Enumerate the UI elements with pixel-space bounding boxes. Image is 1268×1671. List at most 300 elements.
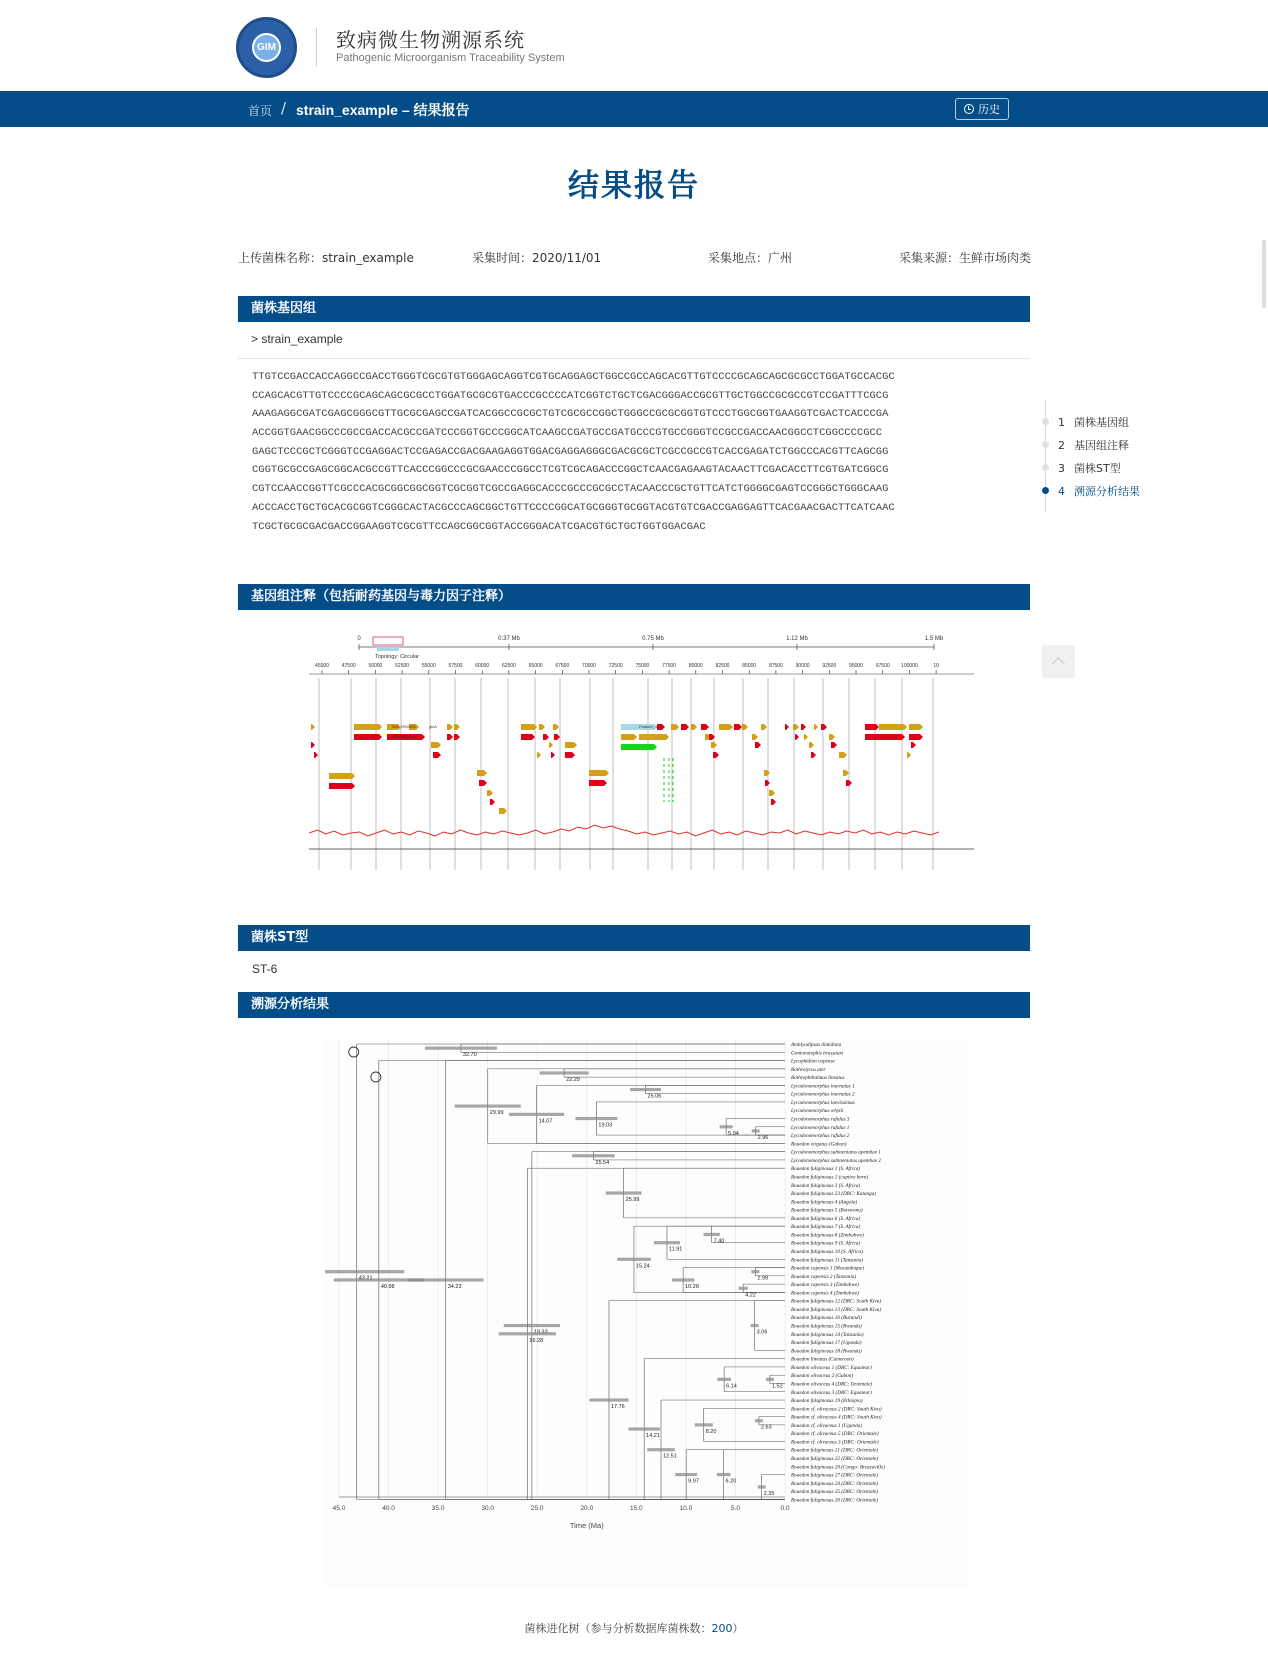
gene-feature-arrow [681,724,689,730]
node-hpd-bar [766,1378,774,1381]
gene-feature-arrow [671,724,679,730]
taxon-label: Boaedon cf. olivaceus 2 (DRC: South Kivu) [791,1406,882,1413]
sequence-line: TTGTCCGACCACCAGGCCGACCTGGGTCGCGTGTGGGAGCAGGTCGTGCAGGAGCTGGCCGCCAGCACGTTGTCCCCGCAGCAGCGCGCCTGGATGCCACGC [252,371,895,383]
gene-feature-arrow [795,734,799,740]
gene-feature-arrow [831,742,837,748]
clock-icon [964,104,974,114]
feature-label: WG_RS0030 [392,734,416,739]
side-nav-label: 菌株ST型 [1074,462,1121,475]
side-nav-item-2[interactable] [1058,437,1129,453]
gene-feature-arrow [431,742,441,748]
node-age-label: 25.54 [595,1159,610,1166]
gene-feature-arrow [621,734,637,740]
node-hpd-bar [408,1278,483,1281]
ruler-tick-label: 57500 [448,663,463,669]
node-hpd-bar [575,1117,617,1120]
ruler-tick-label: 70000 [582,663,596,669]
node-age-label: 9.97 [688,1478,699,1485]
gene-feature-arrow [589,780,607,786]
meta-place-label: 采集地点： [708,251,769,265]
gene-feature-arrow [454,724,460,730]
side-nav-number: 3 [1058,462,1065,475]
gene-feature-arrow [479,780,487,786]
taxon-label: Boaedon capensis 3 (Zimbabwe) [791,1282,859,1289]
scale-label: 0 [357,636,361,642]
site-logo[interactable] [236,17,297,78]
node-hpd-bar [589,1398,628,1401]
gene-feature-arrow [521,734,535,740]
time-axis-tick: 15.0 [630,1505,643,1512]
ruler-tick-label: 92500 [822,663,837,669]
gene-feature-arrow [865,724,879,730]
ruler-tick-label: 52500 [395,663,410,669]
taxon-label: Boaedon fuliginosus 5 (Botswana) [791,1207,863,1214]
meta-strain-value: strain_example [322,251,414,265]
node-hpd-bar [752,1129,760,1132]
logo-emblem: GIM [252,33,281,62]
side-nav-number: 1 [1058,416,1065,429]
gene-feature-arrow [521,724,537,730]
gene-feature-arrow [879,724,907,730]
gene-feature-arrow [539,724,545,730]
gene-feature-arrow [454,734,460,740]
time-axis-tick: 40.0 [382,1505,395,1512]
ruler-tick-label: 55000 [421,663,436,669]
breadcrumb-separator: / [281,99,287,117]
caption-prefix: 菌株进化树（参与分析数据库菌株数： [524,1622,712,1635]
taxon-label: Amblyodipsas dimidiata [791,1042,842,1048]
taxon-label: Boaedon cf. olivaceus 4 (DRC: South Kivu) [791,1414,882,1421]
taxon-label: Boaedon capensis 4 (Zimbabwe) [791,1290,859,1297]
page-scrollbar[interactable] [1262,240,1266,308]
ruler-tick-label: 67500 [555,663,570,669]
gene-feature-arrow [477,770,487,776]
meta-source [899,249,1031,266]
side-nav [1040,400,1160,520]
feature-label: WG_RS0025 [392,724,416,729]
node-age-label: 7.40 [713,1238,725,1245]
gene-feature-arrow [909,724,923,730]
breadcrumb-home-link[interactable]: 首页 [248,104,273,118]
meta-time-value: 2020/11/01 [532,251,602,265]
node-age-label: 2.63 [760,1424,772,1431]
node-hpd-bar [509,1113,564,1116]
node-age-label: 16.28 [529,1337,544,1344]
site-header [0,0,1268,90]
taxon-label: Boaedon fuliginosus 2 (captive born) [791,1174,869,1181]
taxon-label: Boaedon fuliginosus 9 (S. Africa) [791,1240,861,1247]
node-hpd-bar [739,1287,748,1290]
scale-label: 1.5 Mb [924,636,944,642]
gene-feature-arrow [769,790,775,796]
gene-feature-arrow [761,724,767,730]
side-nav-item-1[interactable] [1058,414,1129,430]
ruler-tick-label: 47500 [341,663,356,669]
node-hpd-bar [654,1241,680,1244]
node-age-label: 14.07 [538,1118,553,1125]
side-nav-label: 溯源分析结果 [1074,485,1140,498]
taxon-label: Boaedon fuliginosus 3 (S. Africa) [791,1182,861,1189]
node-age-label: 2.99 [757,1275,769,1282]
time-axis-tick: 30.0 [481,1505,494,1512]
genome-divider [238,358,1030,359]
st-value: ST-6 [252,962,278,976]
gene-feature-arrow [771,799,776,805]
back-to-top-button[interactable] [1042,645,1075,678]
ruler-tick-label: 65000 [528,663,543,669]
ruler-tick-label: 82500 [715,663,730,669]
gene-feature-arrow [755,742,761,748]
node-hpd-bar [504,1324,560,1327]
gene-feature-arrow [565,742,577,748]
ruler-tick-label: 75000 [635,663,650,669]
gene-feature-arrow [814,724,818,730]
sequence-line: AAAGAGGCGATCGAGCGGGCGTTGCGCGAGCCGATCACGGCCGCGCTGTCGCGCCGGCTGGGCCGCGCGGTGTCCCTGGCGGTGAAGGTCGACTCACCCGA [252,408,889,421]
gene-feature-arrow [785,724,789,730]
node-age-label: 40.98 [380,1283,395,1290]
gene-feature-arrow [804,734,808,740]
sequence-line: ACCCACCTGCTGCACGCGGTCGGGCACTACGCCCAGCGGCTGTTCCCCGGCATGCGGGTGCGGTACGTGTCGACCGAGGAGTTCACGAACGACTTCATCAAC [252,501,895,514]
node-age-label: 4.22 [745,1292,756,1299]
site-title: 致病微生物溯源系统 [336,28,525,52]
taxon-label: Boaedon capensis 1 (Mozambique) [791,1265,865,1272]
taxon-label: Boaedon fuliginosus 7 (S. Africa) [791,1224,861,1231]
node-age-label: 6.20 [725,1478,737,1485]
gene-feature-arrow [589,770,609,776]
tree-caption [0,1620,1268,1636]
page-title: 结果报告 [568,168,700,204]
taxon-label: Boaedon fuliginosus 6 (S. Africa) [791,1215,861,1222]
taxon-label: Lycodonomorphus inornatus 1 [791,1083,855,1090]
node-hpd-bar [499,1332,556,1335]
gene-feature-arrow [846,780,852,786]
gene-feature-arrow [639,734,669,740]
node-age-label: 19.03 [598,1122,613,1129]
ruler-tick-label: 10 [933,663,939,669]
node-hpd-bar [755,1419,763,1422]
node-hpd-bar [629,1427,660,1430]
history-button-label: 历史 [978,103,1000,116]
ruler-tick-label: 87500 [768,663,783,669]
node-age-label: 25.06 [647,1093,662,1100]
gene-feature-arrow [447,724,453,730]
gene-feature-arrow [865,734,905,740]
ruler-tick-label: 90000 [795,663,810,669]
taxon-label: Lycodonomorphus rufulus 1 [791,1124,850,1131]
gene-feature-arrow [811,752,816,758]
taxon-label: Boaedon olivaceus 2 (Gabon) [791,1373,854,1380]
node-age-label: 34.23 [447,1283,462,1290]
gene-feature-arrow [621,744,657,750]
side-nav-dot [1042,441,1049,448]
taxon-label: Boaedon fuliginosus 14 (Tanzania) [791,1331,864,1338]
taxon-label: Boaedon olivaceus 1 (DRC: Equateur) [791,1364,872,1371]
side-nav-dot [1042,418,1049,425]
node-age-label: 10.28 [685,1283,699,1290]
node-hpd-bar [695,1423,713,1426]
taxon-label: Boaedon fuliginosus 19 (Ethiopia) [791,1398,863,1405]
caption-count[interactable]: 200 [711,1622,733,1635]
gene-feature-arrow [537,752,541,758]
tree-background [325,1040,970,1588]
gene-feature-arrow [719,724,733,730]
view-window-marker [373,637,403,645]
gene-feature-arrow [701,724,709,730]
taxon-label: Boaedon fuliginosus 1 (S. Africa) [791,1166,861,1173]
taxon-label: Boaedon fuliginosus 13 (DRC: South Kivu) [791,1306,882,1313]
taxon-label: Bothrolycus ater [791,1066,826,1073]
node-age-label: 29.99 [489,1110,504,1117]
time-axis-tick: 5.0 [730,1505,740,1512]
meta-source-value: 生鲜市场肉类 [959,251,1032,265]
node-age-label: 2.96 [757,1134,769,1141]
gene-feature-arrow [801,724,806,730]
side-nav-label: 基因组注释 [1074,439,1129,452]
node-age-label: 14.21 [646,1433,660,1440]
sequence-line: CCAGCACGTTGTCCCCGCAGCAGCGCGCCTGGATGCGCGTGACCCGCCCCATCGGTCTGCTCGACGGGACCGCGTTGCTGGCCGCGCCGTCCGATTTCGCG [252,389,889,402]
genome-annotation-figure [309,630,974,873]
ruler-tick-label: 77500 [662,663,677,669]
node-age-label: 12.51 [663,1453,677,1460]
meta-time [472,249,601,266]
side-nav-dot [1042,464,1049,471]
taxon-label: Lycodonomorphus subtaeniatus upembae 2 [791,1157,881,1164]
taxon-label: Boaedon fuliginosus 27 (DRC: Orientale) [791,1472,879,1479]
view-window-band [377,647,399,651]
genome-sequence [252,368,1030,536]
node-hpd-bar [720,1125,733,1128]
gene-feature-arrow [554,734,560,740]
sequence-line: TCGCTGCGCGACGACCGGAAGGTCGCGTTCCAGCGGCGGTACCGGGACATCGACGTGCTGCTGGTGGACGAC [252,520,706,533]
node-hpd-bar [325,1270,404,1273]
gene-feature-arrow [752,734,758,740]
feature-label: glcA [429,724,437,729]
side-nav-line [1045,400,1046,512]
taxon-label: Boaedon virgatus (Gabon) [791,1141,847,1148]
time-axis-tick: 25.0 [530,1505,544,1512]
node-hpd-bar [455,1105,521,1108]
sequence-line: GAGCTCCCGCTCGGGTCCGAGGACTCCGAGACCGACGAAGAGGTGGACGAGGAGGGCGACGCGCTCGCCGCCGTCACCGAGATCTGGCCCACGTTCAGCGG [252,445,889,458]
taxon-label: Lycophidion capense [791,1058,835,1065]
node-age-label: 5.94 [728,1130,739,1137]
taxon-label: Boaedon fuliginosus 26 (DRC: Orientale) [791,1497,879,1504]
taxon-label: Boaedon cf. olivaceus 1 (Uganda) [791,1422,863,1429]
header-divider [316,28,317,66]
ruler-tick-label: 50000 [368,663,383,669]
ruler-tick-label: 85000 [742,663,757,669]
gene-feature-arrow [821,724,827,730]
side-nav-label: 菌株基因组 [1074,416,1129,429]
ruler-tick-label: 95000 [849,663,863,669]
gene-feature-arrow [354,734,382,740]
sequence-line: CGTCCAACCGGTTCGCCCACGCGGCGGCGGTCGCGGTCGCCGAGGCACCCGCCCGCGCCTACAACCCGCTGTTCATCTGGGGCGAGTCCGGGCTGGGCAAG [252,483,889,496]
ruler-tick-label: 100000 [901,663,918,669]
gene-feature-arrow [829,734,835,740]
gene-feature-arrow [329,783,355,789]
taxon-label: Boaedon olivaceus 3 (DRC: Equateur) [791,1389,872,1396]
taxon-label: Boaedon fuliginosus 22 (DRC: Orientale) [791,1456,879,1462]
taxon-label: Boaedon fuliginosus 8 (Zimbabwe) [791,1232,864,1239]
time-axis-tick: 10.0 [679,1505,693,1512]
time-axis-tick: 35.0 [431,1505,445,1512]
meta-place [708,249,792,266]
taxon-label: Lycodonomorphus laevissimus [791,1099,855,1106]
taxon-label: Boaedon fuliginosus 20 (Congo: Brazzaville) [791,1464,885,1471]
gene-feature-arrow [551,752,555,758]
node-hpd-bar [672,1278,695,1281]
taxon-label: Boaedon fuliginosus 11 (Tanzania) [791,1257,864,1264]
gene-feature-arrow [691,724,697,730]
gene-feature-arrow [499,808,507,814]
side-nav-number: 2 [1058,439,1065,452]
breadcrumb-bar [0,91,1268,127]
node-age-label: 2.35 [763,1490,775,1497]
node-hpd-bar [751,1324,759,1327]
taxon-label: Boaedon fuliginosus 16 (Burundi) [791,1315,862,1322]
time-axis-label: Time (Ma) [569,1521,604,1530]
gene-feature-arrow [742,724,748,730]
taxon-label: Boaedon fuliginosus 12 (DRC: South Kivu) [791,1298,882,1305]
taxon-label: Lycodonomorphus rufulus 2 [791,1133,850,1140]
meta-strain-label: 上传菌株名称： [238,251,323,265]
gene-feature-arrow [543,734,549,740]
taxon-label: Boaedon fuliginosus 18 (Rwanda) [791,1348,862,1355]
taxon-label: Boaedon fuliginosus 25 (DRC: Orientale) [791,1489,879,1496]
node-age-label: 22.29 [566,1076,580,1083]
gene-feature-arrow [711,742,717,748]
side-nav-item-3[interactable] [1058,460,1121,476]
node-hpd-bar [647,1448,675,1451]
gene-feature-arrow [765,780,770,786]
gene-feature-arrow [447,734,453,740]
node-age-label: 25.99 [625,1197,640,1204]
node-age-label: 11.91 [668,1246,683,1253]
gene-feature-arrow [839,752,847,758]
caption-suffix: ） [732,1622,744,1635]
node-hpd-bar [606,1191,642,1194]
gene-feature-arrow [329,773,355,779]
gene-feature-arrow [433,752,441,758]
node-hpd-bar [758,1485,766,1488]
taxon-label: Gonionotophis brussauxi [791,1050,844,1057]
section-genome-header: 菌株基因组 [238,296,1030,322]
taxon-label: Boaedon fuliginosus 15 (Rwanda) [791,1323,862,1330]
taxon-label: Boaedon olivaceus 4 (DRC: Orientale) [791,1381,873,1388]
taxon-label: Boaedon fuliginosus 21 (DRC: Orientale) [791,1447,879,1454]
taxon-label: Lycodonomorphus subtaeniatus upembae 1 [791,1149,881,1156]
gene-feature-arrow [490,799,495,805]
topology-label: Topology: Circular [375,654,420,660]
gene-feature-arrow [354,724,382,730]
scale-label: 0.37 Mb [498,636,520,642]
gene-feature-arrow [549,742,553,748]
node-hpd-bar [704,1233,720,1236]
ruler-tick-label: 45000 [315,663,329,669]
gene-feature-arrow [311,724,315,730]
meta-source-label: 采集来源： [899,251,960,265]
ruler-tick-label: 60000 [475,663,490,669]
taxon-label: Boaedon fuliginosus 23 (DRC: Katanga) [791,1191,877,1198]
genome-strain-header: > strain_example [251,332,343,346]
node-age-label: 15.24 [635,1263,650,1270]
time-axis-tick: 0.0 [780,1505,790,1512]
side-nav-number: 4 [1058,485,1065,498]
ruler-tick-label: 62500 [501,663,516,669]
node-age-label: 1.52 [771,1383,783,1390]
time-axis-tick: 45.0 [332,1505,346,1512]
node-hpd-bar [425,1047,497,1050]
history-button[interactable] [955,98,1009,120]
gene-feature-arrow [565,752,575,758]
taxon-label: Boaedon fuliginosus 17 (Uganda) [791,1340,862,1347]
taxon-label: Lycodonomorphus inornatus 2 [791,1091,855,1098]
gene-feature-arrow [734,724,742,730]
side-nav-item-4[interactable] [1058,483,1140,499]
phylogenetic-tree-figure [325,1040,970,1588]
gene-feature-arrow [314,752,318,758]
node-hpd-bar [717,1378,731,1381]
taxon-label: Boaedon fuliginosus 24 (DRC: Orientale) [791,1480,879,1487]
section-annotation-header: 基因组注释（包括耐药基因与毒力因子注释） [238,584,1030,610]
taxon-label: Boaedon fuliginosus 4 (Angola) [791,1199,858,1206]
taxon-label: Boaedon lineatus (Cameroon) [791,1356,854,1363]
feature-label: Feature_140 [639,724,662,729]
scale-label: 1.12 Mb [786,636,808,642]
node-hpd-bar [751,1270,759,1273]
node-hpd-bar [617,1258,651,1261]
taxon-label: Boaedon cf. olivaceus 5 (DRC: Orientale) [791,1431,879,1438]
ruler-tick-label: 97500 [875,663,890,669]
scale-label: 0.75 Mb [642,636,664,642]
gene-feature-arrow [764,770,770,776]
node-hpd-bar [630,1088,661,1091]
breadcrumb-current: strain_example – 结果报告 [296,102,470,118]
taxon-label: Boaedon cf. olivaceus 3 (DRC: Orientale) [791,1439,879,1446]
taxon-label: Boaedon capensis 2 (Tanzania) [791,1273,857,1280]
section-trace-header: 溯源分析结果 [238,992,1030,1018]
gene-feature-arrow [713,752,719,758]
gene-feature-arrow [793,724,799,730]
meta-time-label: 采集时间： [472,251,533,265]
sequence-line: ACCGGTGAACGGCCCGCCGACCACGCCGATCCCGGTGCCCGGCATCAAGCCGATGCCGATGCCCGTGCCGGGTCCGCCGACCAACGGCCTCGGCCCCGCC [252,427,883,440]
taxon-label: Lycodonomorphus whytii [791,1108,844,1115]
gene-feature-arrow [487,790,493,796]
gene-feature-arrow [843,770,849,776]
gene-feature-arrow [553,724,559,730]
gene-feature-arrow [907,752,911,758]
node-age-label: 3.06 [756,1329,768,1336]
section-st-header: 菌株ST型 [238,925,1030,951]
gene-feature-arrow [311,742,315,748]
site-subtitle: Pathogenic Microorganism Traceability System [336,52,565,64]
ruler-tick-label: 80000 [688,663,703,669]
taxon-label: Bothrophthalmus lineatus [791,1075,845,1082]
node-age-label: 8.20 [705,1428,717,1435]
node-age-label: 17.76 [610,1404,625,1411]
taxon-label: Boaedon fuliginosus 10 (S. Africa) [791,1249,863,1255]
meta-strain [238,249,414,266]
node-hpd-bar [572,1154,615,1157]
meta-place-value: 广州 [768,251,793,265]
gene-feature-arrow [809,742,814,748]
gene-feature-arrow [909,734,923,740]
node-hpd-bar [540,1071,589,1074]
sequence-line: CGGTGCGCCGAGCGGCACGCCGTTCACCCGGCCCGCGAACCCGGCCTCGTCGCAGACCCGGCTCAACGAGAAGTACAACTTCGACACCTTCGTGATCGGCG [252,464,889,477]
node-hpd-bar [675,1473,697,1476]
node-age-label: 32.70 [462,1052,477,1059]
node-age-label: 6.14 [726,1383,737,1390]
time-axis-tick: 20.0 [580,1505,594,1512]
